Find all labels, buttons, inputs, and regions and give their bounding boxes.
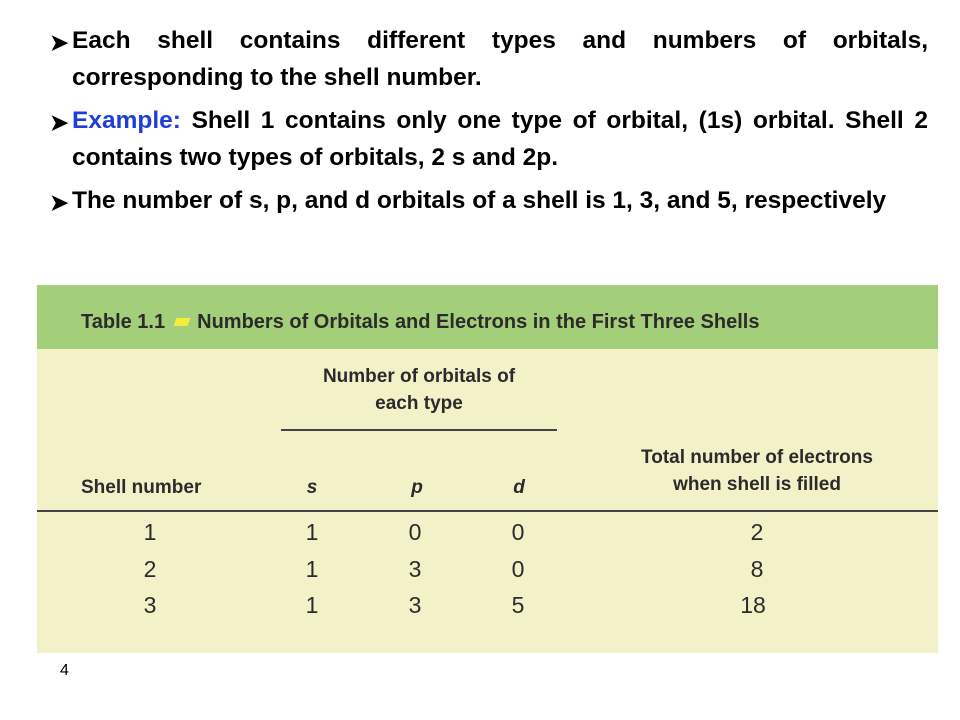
cell-d: 5: [511, 592, 525, 618]
cell-s: 1: [305, 519, 319, 545]
cell-d: 0: [511, 519, 525, 545]
table-number: Table 1.1: [81, 311, 166, 333]
cell-shell: 3: [143, 592, 157, 618]
cell-shell: 1: [143, 519, 157, 545]
col-header-total-line: Total number of electrons: [641, 447, 873, 468]
bullet-text: The number of s, p, and d orbitals of a shell is 1, 3, and 5, respectively: [72, 187, 887, 214]
bullet-item: [48, 182, 928, 219]
cell-d: 0: [511, 556, 525, 582]
cell-total: 8: [750, 556, 764, 582]
cell-s: 1: [305, 592, 319, 618]
title-dash-icon: [174, 318, 191, 326]
col-header-total: [607, 444, 907, 498]
page-number: 4: [60, 662, 69, 679]
arrow-bullet-icon: ➤: [50, 30, 69, 55]
arrow-bullet-icon: ➤: [50, 110, 69, 135]
group-header-rule: [281, 429, 557, 431]
orbitals-table: [37, 285, 938, 653]
col-header-total-line: when shell is filled: [673, 474, 841, 495]
cell-p: 3: [408, 556, 422, 582]
cell-total: 2: [750, 519, 764, 545]
table-header-band: [37, 285, 938, 349]
group-header-line: Number of orbitals of: [322, 366, 516, 387]
bullet-item: [48, 22, 928, 96]
table-title: [81, 311, 759, 334]
bullet-text: Each shell contains different types and numbers of orbitals, corresponding to the shell number.: [72, 27, 928, 91]
bullet-text: Shell 1 contains only one type of orbital, (1s) orbital. Shell 2 contains two types of orbitals, 2 s and 2p.: [72, 107, 928, 171]
cell-total: 18: [740, 592, 766, 618]
col-header-shell: Shell number: [81, 477, 202, 498]
header-rule: [37, 510, 938, 512]
group-header-line: each type: [375, 393, 463, 414]
table-title-text: Numbers of Orbitals and Electrons in the First Three Shells: [197, 311, 760, 333]
bullet-item: [48, 102, 928, 176]
cell-p: 0: [408, 519, 422, 545]
arrow-bullet-icon: ➤: [50, 190, 69, 215]
col-header-p: p: [411, 477, 423, 498]
col-header-d: d: [513, 477, 525, 498]
bullet-lead: Example:: [72, 107, 181, 134]
col-header-s: s: [306, 477, 318, 498]
cell-s: 1: [305, 556, 319, 582]
bullet-list: [48, 22, 928, 225]
group-header: [281, 363, 557, 417]
cell-shell: 2: [143, 556, 157, 582]
cell-p: 3: [408, 592, 422, 618]
